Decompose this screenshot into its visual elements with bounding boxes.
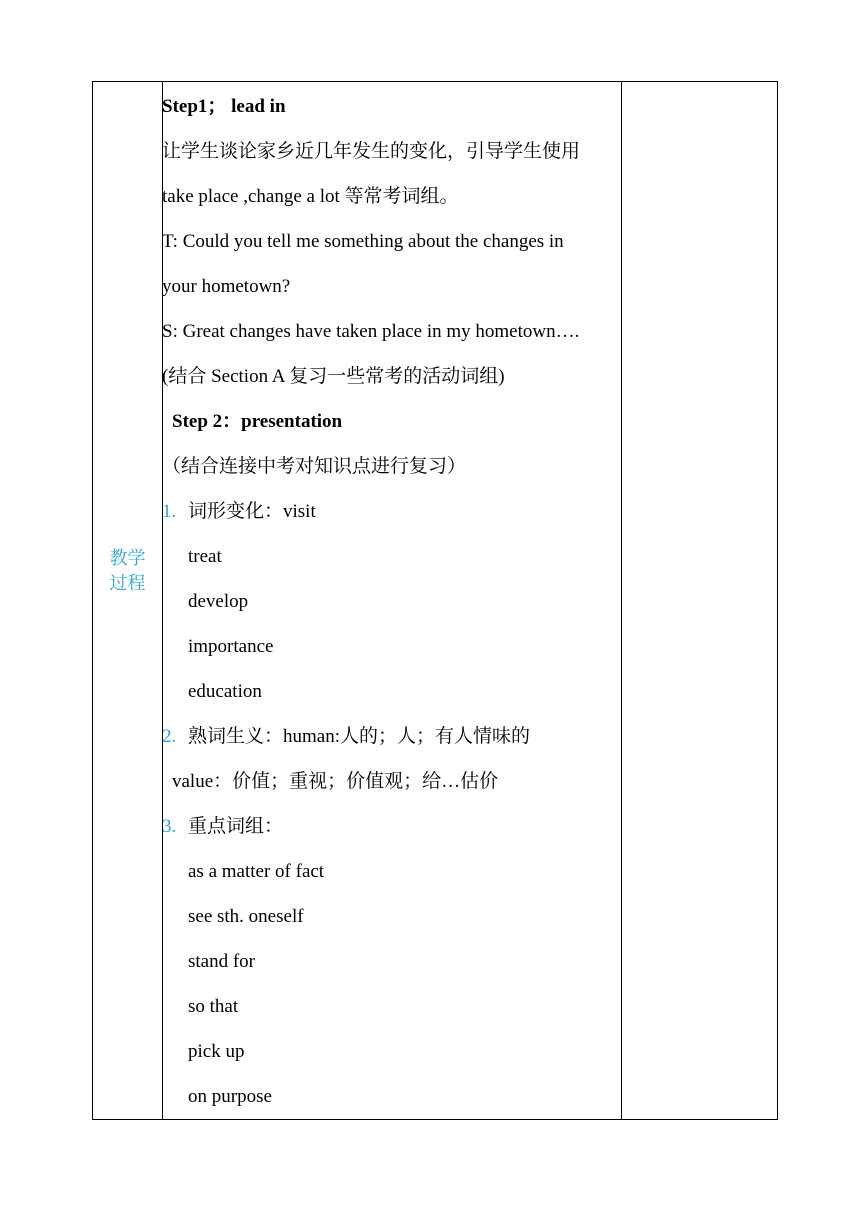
- list-item: [162, 489, 316, 534]
- text-line: value：价值；重视；价值观；给…估价: [172, 771, 499, 792]
- list-number: 3.: [162, 816, 177, 837]
- section-label: [93, 546, 162, 596]
- text-line: S: Great changes have taken place in my hometown….: [162, 321, 580, 342]
- word-item: education: [188, 681, 262, 702]
- phrase-item: on purpose: [188, 1086, 272, 1107]
- step2-heading: Step 2：presentation: [172, 411, 343, 432]
- word-item: importance: [188, 636, 274, 657]
- text-line: your hometown?: [162, 276, 291, 297]
- list-item-text: 重点词组：: [188, 816, 284, 837]
- text-line: take place ,change a lot 等常考词组。: [162, 186, 459, 207]
- text-line: T: Could you tell me something about the changes in: [162, 231, 564, 252]
- list-item-text: 熟词生义：human:人的；人；有人情味的: [188, 726, 530, 747]
- phrase-item: so that: [188, 996, 239, 1017]
- list-number: 2.: [162, 726, 177, 747]
- step1-heading: Step1； lead in: [162, 96, 286, 117]
- list-item-text: 词形变化：visit: [188, 501, 316, 522]
- list-item: [162, 804, 283, 849]
- list-item: [162, 714, 530, 759]
- phrase-item: stand for: [188, 951, 256, 972]
- phrase-item: pick up: [188, 1041, 245, 1062]
- text-line: （结合连接中考对知识点进行复习）: [162, 456, 467, 477]
- lesson-table: [92, 81, 778, 1120]
- phrase-item: as a matter of fact: [188, 861, 325, 882]
- text-line: 让学生谈论家乡近几年发生的变化，引导学生使用: [162, 141, 581, 162]
- section-label-line1: 教学: [109, 548, 146, 569]
- phrase-item: see sth. oneself: [188, 906, 304, 927]
- word-item: treat: [188, 546, 222, 567]
- text-line: (结合 Section A 复习一些常考的活动词组): [162, 366, 505, 387]
- word-item: develop: [188, 591, 249, 612]
- list-number: 1.: [162, 501, 177, 522]
- column-divider-right: [621, 82, 622, 1119]
- section-label-line2: 过程: [109, 573, 146, 594]
